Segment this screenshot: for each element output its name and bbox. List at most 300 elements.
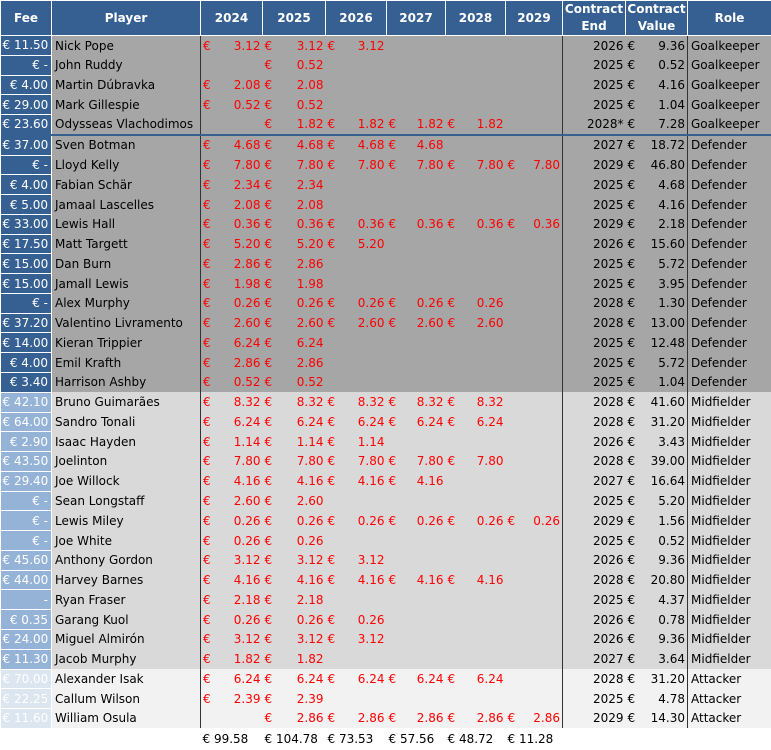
contract-value-cell[interactable]: [626, 214, 688, 234]
header-year-2029[interactable]: 2029: [506, 1, 563, 36]
fee-cell[interactable]: € -: [1, 511, 52, 531]
year-2024-cell[interactable]: [201, 195, 263, 215]
contract-end-cell[interactable]: 2025: [563, 531, 626, 551]
year-2027-cell[interactable]: [387, 135, 446, 155]
year-2027-cell[interactable]: [387, 531, 446, 551]
player-name-cell[interactable]: Lewis Hall: [52, 214, 201, 234]
role-cell[interactable]: Midfielder: [688, 471, 771, 491]
year-2029-cell[interactable]: [506, 293, 563, 313]
fee-cell[interactable]: € 23.60: [1, 115, 52, 135]
contract-value-cell[interactable]: [626, 709, 688, 729]
header-fee[interactable]: Fee: [1, 1, 52, 36]
year-2027-cell[interactable]: [387, 629, 446, 649]
year-2025-cell[interactable]: [263, 412, 326, 432]
contract-end-cell[interactable]: 2029: [563, 709, 626, 729]
fee-cell[interactable]: € 4.00: [1, 175, 52, 195]
role-cell[interactable]: Midfielder: [688, 550, 771, 570]
role-cell[interactable]: Attacker: [688, 709, 771, 729]
fee-cell[interactable]: € 4.00: [1, 353, 52, 373]
contract-value-cell[interactable]: [626, 135, 688, 155]
year-2028-cell[interactable]: [446, 511, 506, 531]
year-2024-cell[interactable]: [201, 55, 263, 75]
contract-value-cell[interactable]: [626, 333, 688, 353]
year-2024-cell[interactable]: [201, 313, 263, 333]
contract-end-cell[interactable]: 2026: [563, 432, 626, 452]
contract-end-cell[interactable]: 2028: [563, 669, 626, 689]
contract-value-cell[interactable]: [626, 629, 688, 649]
fee-cell[interactable]: € 0.35: [1, 610, 52, 630]
year-2025-cell[interactable]: [263, 649, 326, 669]
year-2024-cell[interactable]: [201, 254, 263, 274]
year-2026-cell[interactable]: [326, 36, 387, 56]
year-2024-cell[interactable]: [201, 590, 263, 610]
contract-value-cell[interactable]: [626, 254, 688, 274]
year-2028-cell[interactable]: [446, 491, 506, 511]
year-2028-cell[interactable]: [446, 55, 506, 75]
header-contract-end[interactable]: Contract End: [563, 1, 626, 36]
player-name-cell[interactable]: Isaac Hayden: [52, 432, 201, 452]
year-2026-cell[interactable]: [326, 155, 387, 175]
header-year-2024[interactable]: 2024: [201, 1, 263, 36]
year-2028-cell[interactable]: [446, 669, 506, 689]
player-name-cell[interactable]: Jacob Murphy: [52, 649, 201, 669]
year-2027-cell[interactable]: [387, 491, 446, 511]
header-year-2027[interactable]: 2027: [387, 1, 446, 36]
year-2025-cell[interactable]: [263, 392, 326, 412]
fee-cell[interactable]: € 37.20: [1, 313, 52, 333]
year-2027-cell[interactable]: [387, 36, 446, 56]
year-2025-cell[interactable]: [263, 629, 326, 649]
year-2028-cell[interactable]: [446, 689, 506, 709]
fee-cell[interactable]: € -: [1, 531, 52, 551]
fee-cell[interactable]: € -: [1, 293, 52, 313]
year-2026-cell[interactable]: [326, 175, 387, 195]
year-2024-cell[interactable]: [201, 570, 263, 590]
player-name-cell[interactable]: Jamall Lewis: [52, 274, 201, 294]
header-year-2026[interactable]: 2026: [326, 1, 387, 36]
player-name-cell[interactable]: Anthony Gordon: [52, 550, 201, 570]
year-2027-cell[interactable]: [387, 254, 446, 274]
role-cell[interactable]: Goalkeeper: [688, 115, 771, 135]
contract-value-cell[interactable]: [626, 511, 688, 531]
year-2027-cell[interactable]: [387, 195, 446, 215]
year-2029-cell[interactable]: [506, 55, 563, 75]
year-2029-cell[interactable]: [506, 353, 563, 373]
year-2024-cell[interactable]: [201, 333, 263, 353]
year-2028-cell[interactable]: [446, 214, 506, 234]
year-2027-cell[interactable]: [387, 590, 446, 610]
year-2025-cell[interactable]: [263, 333, 326, 353]
year-2029-cell[interactable]: [506, 629, 563, 649]
year-2025-cell[interactable]: [263, 511, 326, 531]
player-name-cell[interactable]: Garang Kuol: [52, 610, 201, 630]
year-2024-cell[interactable]: [201, 373, 263, 393]
contract-end-cell[interactable]: 2026: [563, 629, 626, 649]
year-2025-cell[interactable]: [263, 115, 326, 135]
fee-cell[interactable]: € 70.00: [1, 669, 52, 689]
player-name-cell[interactable]: William Osula: [52, 709, 201, 729]
contract-value-cell[interactable]: [626, 689, 688, 709]
year-2029-cell[interactable]: [506, 412, 563, 432]
contract-value-cell[interactable]: [626, 550, 688, 570]
player-name-cell[interactable]: Valentino Livramento: [52, 313, 201, 333]
year-2029-cell[interactable]: [506, 75, 563, 95]
fee-cell[interactable]: € 5.00: [1, 195, 52, 215]
contract-end-cell[interactable]: 2025: [563, 353, 626, 373]
role-cell[interactable]: Defender: [688, 254, 771, 274]
fee-cell[interactable]: € 15.00: [1, 274, 52, 294]
year-2027-cell[interactable]: [387, 234, 446, 254]
year-2027-cell[interactable]: [387, 392, 446, 412]
year-2024-cell[interactable]: [201, 155, 263, 175]
player-name-cell[interactable]: Matt Targett: [52, 234, 201, 254]
year-2026-cell[interactable]: [326, 392, 387, 412]
contract-value-cell[interactable]: [626, 175, 688, 195]
contract-end-cell[interactable]: 2027: [563, 471, 626, 491]
player-name-cell[interactable]: Dan Burn: [52, 254, 201, 274]
year-2025-cell[interactable]: [263, 55, 326, 75]
year-2025-cell[interactable]: [263, 135, 326, 155]
year-2026-cell[interactable]: [326, 353, 387, 373]
year-2027-cell[interactable]: [387, 610, 446, 630]
year-2026-cell[interactable]: [326, 313, 387, 333]
year-2029-cell[interactable]: [506, 590, 563, 610]
year-2029-cell[interactable]: [506, 432, 563, 452]
role-cell[interactable]: Defender: [688, 214, 771, 234]
year-2028-cell[interactable]: [446, 195, 506, 215]
year-2027-cell[interactable]: [387, 570, 446, 590]
player-name-cell[interactable]: Harvey Barnes: [52, 570, 201, 590]
role-cell[interactable]: Attacker: [688, 689, 771, 709]
year-2029-cell[interactable]: [506, 214, 563, 234]
year-2024-cell[interactable]: [201, 669, 263, 689]
fee-cell[interactable]: € 2.90: [1, 432, 52, 452]
contract-end-cell[interactable]: 2025: [563, 590, 626, 610]
contract-end-cell[interactable]: 2028: [563, 313, 626, 333]
year-2028-cell[interactable]: [446, 432, 506, 452]
year-2028-cell[interactable]: [446, 254, 506, 274]
year-2029-cell[interactable]: [506, 95, 563, 115]
role-cell[interactable]: Defender: [688, 135, 771, 155]
role-cell[interactable]: Midfielder: [688, 649, 771, 669]
year-2026-cell[interactable]: [326, 511, 387, 531]
contract-value-cell[interactable]: [626, 75, 688, 95]
year-2028-cell[interactable]: [446, 649, 506, 669]
contract-value-cell[interactable]: [626, 531, 688, 551]
year-2025-cell[interactable]: [263, 175, 326, 195]
year-2029-cell[interactable]: [506, 570, 563, 590]
year-2029-cell[interactable]: [506, 471, 563, 491]
year-2026-cell[interactable]: [326, 531, 387, 551]
contract-end-cell[interactable]: 2025: [563, 491, 626, 511]
year-2026-cell[interactable]: [326, 373, 387, 393]
year-2026-cell[interactable]: [326, 293, 387, 313]
year-2025-cell[interactable]: [263, 590, 326, 610]
year-2024-cell[interactable]: [201, 452, 263, 472]
contract-value-cell[interactable]: [626, 570, 688, 590]
role-cell[interactable]: Defender: [688, 155, 771, 175]
contract-end-cell[interactable]: 2025: [563, 195, 626, 215]
contract-value-cell[interactable]: [626, 432, 688, 452]
contract-end-cell[interactable]: 2025: [563, 373, 626, 393]
year-2029-cell[interactable]: [506, 234, 563, 254]
year-2024-cell[interactable]: [201, 75, 263, 95]
year-2025-cell[interactable]: [263, 373, 326, 393]
contract-end-cell[interactable]: 2028: [563, 293, 626, 313]
year-2028-cell[interactable]: [446, 353, 506, 373]
year-2026-cell[interactable]: [326, 254, 387, 274]
contract-value-cell[interactable]: [626, 353, 688, 373]
year-2026-cell[interactable]: [326, 95, 387, 115]
year-2029-cell[interactable]: [506, 511, 563, 531]
year-2026-cell[interactable]: [326, 333, 387, 353]
fee-cell[interactable]: € 43.50: [1, 452, 52, 472]
player-name-cell[interactable]: Bruno Guimarães: [52, 392, 201, 412]
role-cell[interactable]: Midfielder: [688, 392, 771, 412]
year-2026-cell[interactable]: [326, 570, 387, 590]
contract-end-cell[interactable]: 2029: [563, 214, 626, 234]
year-2029-cell[interactable]: [506, 392, 563, 412]
year-2026-cell[interactable]: [326, 669, 387, 689]
role-cell[interactable]: Midfielder: [688, 412, 771, 432]
year-2027-cell[interactable]: [387, 214, 446, 234]
year-2029-cell[interactable]: [506, 135, 563, 155]
year-2024-cell[interactable]: [201, 531, 263, 551]
contract-value-cell[interactable]: [626, 590, 688, 610]
player-name-cell[interactable]: Joe White: [52, 531, 201, 551]
role-cell[interactable]: Midfielder: [688, 570, 771, 590]
contract-value-cell[interactable]: [626, 95, 688, 115]
year-2026-cell[interactable]: [326, 75, 387, 95]
player-name-cell[interactable]: Sven Botman: [52, 135, 201, 155]
fee-cell[interactable]: € -: [1, 55, 52, 75]
year-2027-cell[interactable]: [387, 274, 446, 294]
year-2028-cell[interactable]: [446, 629, 506, 649]
year-2024-cell[interactable]: [201, 392, 263, 412]
year-2027-cell[interactable]: [387, 313, 446, 333]
year-2026-cell[interactable]: [326, 649, 387, 669]
year-2028-cell[interactable]: [446, 531, 506, 551]
role-cell[interactable]: Midfielder: [688, 531, 771, 551]
year-2027-cell[interactable]: [387, 709, 446, 729]
year-2027-cell[interactable]: [387, 333, 446, 353]
fee-cell[interactable]: € 44.00: [1, 570, 52, 590]
fee-cell[interactable]: € 33.00: [1, 214, 52, 234]
year-2027-cell[interactable]: [387, 55, 446, 75]
player-name-cell[interactable]: Joelinton: [52, 452, 201, 472]
role-cell[interactable]: Goalkeeper: [688, 75, 771, 95]
contract-end-cell[interactable]: 2028: [563, 452, 626, 472]
role-cell[interactable]: Midfielder: [688, 590, 771, 610]
contract-end-cell[interactable]: 2029: [563, 155, 626, 175]
year-2024-cell[interactable]: [201, 511, 263, 531]
year-2025-cell[interactable]: [263, 531, 326, 551]
year-2029-cell[interactable]: [506, 155, 563, 175]
contract-value-cell[interactable]: [626, 234, 688, 254]
fee-cell[interactable]: € 3.40: [1, 373, 52, 393]
contract-value-cell[interactable]: [626, 155, 688, 175]
year-2026-cell[interactable]: [326, 610, 387, 630]
role-cell[interactable]: Midfielder: [688, 452, 771, 472]
role-cell[interactable]: Defender: [688, 353, 771, 373]
contract-value-cell[interactable]: [626, 274, 688, 294]
year-2027-cell[interactable]: [387, 550, 446, 570]
year-2025-cell[interactable]: [263, 254, 326, 274]
year-2028-cell[interactable]: [446, 610, 506, 630]
year-2025-cell[interactable]: [263, 234, 326, 254]
year-2024-cell[interactable]: [201, 115, 263, 135]
year-2029-cell[interactable]: [506, 115, 563, 135]
fee-cell[interactable]: € 11.30: [1, 649, 52, 669]
role-cell[interactable]: Midfielder: [688, 432, 771, 452]
year-2024-cell[interactable]: [201, 234, 263, 254]
year-2024-cell[interactable]: [201, 491, 263, 511]
year-2025-cell[interactable]: [263, 36, 326, 56]
contract-end-cell[interactable]: 2026: [563, 234, 626, 254]
contract-value-cell[interactable]: [626, 649, 688, 669]
player-name-cell[interactable]: Alex Murphy: [52, 293, 201, 313]
year-2029-cell[interactable]: [506, 491, 563, 511]
year-2024-cell[interactable]: [201, 550, 263, 570]
year-2028-cell[interactable]: [446, 135, 506, 155]
year-2026-cell[interactable]: [326, 214, 387, 234]
player-name-cell[interactable]: Joe Willock: [52, 471, 201, 491]
year-2025-cell[interactable]: [263, 491, 326, 511]
year-2026-cell[interactable]: [326, 550, 387, 570]
contract-end-cell[interactable]: 2026: [563, 550, 626, 570]
player-name-cell[interactable]: Martin Dúbravka: [52, 75, 201, 95]
year-2027-cell[interactable]: [387, 689, 446, 709]
year-2026-cell[interactable]: [326, 432, 387, 452]
year-2024-cell[interactable]: [201, 649, 263, 669]
year-2025-cell[interactable]: [263, 155, 326, 175]
year-2027-cell[interactable]: [387, 649, 446, 669]
fee-cell[interactable]: € 22.25: [1, 689, 52, 709]
year-2026-cell[interactable]: [326, 234, 387, 254]
role-cell[interactable]: Midfielder: [688, 629, 771, 649]
contract-value-cell[interactable]: [626, 669, 688, 689]
year-2026-cell[interactable]: [326, 491, 387, 511]
role-cell[interactable]: Attacker: [688, 669, 771, 689]
year-2028-cell[interactable]: [446, 175, 506, 195]
fee-cell[interactable]: € 29.40: [1, 471, 52, 491]
contract-value-cell[interactable]: [626, 373, 688, 393]
contract-end-cell[interactable]: 2029: [563, 511, 626, 531]
year-2025-cell[interactable]: [263, 452, 326, 472]
year-2025-cell[interactable]: [263, 95, 326, 115]
total-2029-cell[interactable]: € 11.28: [506, 728, 563, 749]
contract-end-cell[interactable]: 2025: [563, 75, 626, 95]
role-cell[interactable]: Defender: [688, 313, 771, 333]
player-name-cell[interactable]: Kieran Trippier: [52, 333, 201, 353]
year-2027-cell[interactable]: [387, 471, 446, 491]
total-2024-cell[interactable]: € 99.58: [201, 728, 263, 749]
player-name-cell[interactable]: Fabian Schär: [52, 175, 201, 195]
contract-value-cell[interactable]: [626, 293, 688, 313]
year-2029-cell[interactable]: [506, 610, 563, 630]
year-2024-cell[interactable]: [201, 432, 263, 452]
player-name-cell[interactable]: Harrison Ashby: [52, 373, 201, 393]
year-2029-cell[interactable]: [506, 669, 563, 689]
role-cell[interactable]: Defender: [688, 175, 771, 195]
year-2027-cell[interactable]: [387, 95, 446, 115]
year-2029-cell[interactable]: [506, 36, 563, 56]
player-name-cell[interactable]: Lloyd Kelly: [52, 155, 201, 175]
total-2027-cell[interactable]: € 57.56: [387, 728, 446, 749]
year-2028-cell[interactable]: [446, 709, 506, 729]
year-2026-cell[interactable]: [326, 55, 387, 75]
fee-cell[interactable]: € 4.00: [1, 75, 52, 95]
year-2027-cell[interactable]: [387, 669, 446, 689]
year-2029-cell[interactable]: [506, 195, 563, 215]
year-2027-cell[interactable]: [387, 115, 446, 135]
fee-cell[interactable]: € 45.60: [1, 550, 52, 570]
year-2028-cell[interactable]: [446, 155, 506, 175]
year-2029-cell[interactable]: [506, 313, 563, 333]
year-2028-cell[interactable]: [446, 115, 506, 135]
year-2026-cell[interactable]: [326, 274, 387, 294]
year-2028-cell[interactable]: [446, 75, 506, 95]
year-2028-cell[interactable]: [446, 412, 506, 432]
header-contract-value[interactable]: Contract Value: [626, 1, 688, 36]
year-2025-cell[interactable]: [263, 214, 326, 234]
year-2029-cell[interactable]: [506, 274, 563, 294]
year-2024-cell[interactable]: [201, 135, 263, 155]
fee-cell[interactable]: € 64.00: [1, 412, 52, 432]
year-2027-cell[interactable]: [387, 412, 446, 432]
contract-end-cell[interactable]: 2025: [563, 254, 626, 274]
year-2026-cell[interactable]: [326, 709, 387, 729]
contract-end-cell[interactable]: 2025: [563, 333, 626, 353]
year-2028-cell[interactable]: [446, 333, 506, 353]
year-2029-cell[interactable]: [506, 550, 563, 570]
role-cell[interactable]: Midfielder: [688, 491, 771, 511]
header-player[interactable]: Player: [52, 1, 201, 36]
year-2026-cell[interactable]: [326, 452, 387, 472]
year-2027-cell[interactable]: [387, 511, 446, 531]
player-name-cell[interactable]: Sean Longstaff: [52, 491, 201, 511]
year-2025-cell[interactable]: [263, 550, 326, 570]
year-2025-cell[interactable]: [263, 313, 326, 333]
year-2026-cell[interactable]: [326, 471, 387, 491]
fee-cell[interactable]: € 11.50: [1, 36, 52, 56]
year-2028-cell[interactable]: [446, 550, 506, 570]
role-cell[interactable]: Defender: [688, 333, 771, 353]
year-2027-cell[interactable]: [387, 452, 446, 472]
contract-value-cell[interactable]: [626, 610, 688, 630]
year-2028-cell[interactable]: [446, 373, 506, 393]
fee-cell[interactable]: € 29.00: [1, 95, 52, 115]
year-2029-cell[interactable]: [506, 254, 563, 274]
contract-end-cell[interactable]: 2025: [563, 95, 626, 115]
year-2029-cell[interactable]: [506, 373, 563, 393]
year-2027-cell[interactable]: [387, 353, 446, 373]
year-2029-cell[interactable]: [506, 689, 563, 709]
contract-end-cell[interactable]: 2028: [563, 570, 626, 590]
fee-cell[interactable]: € -: [1, 491, 52, 511]
year-2025-cell[interactable]: [263, 570, 326, 590]
contract-value-cell[interactable]: [626, 471, 688, 491]
total-2028-cell[interactable]: € 48.72: [446, 728, 506, 749]
role-cell[interactable]: Defender: [688, 373, 771, 393]
contract-value-cell[interactable]: [626, 55, 688, 75]
fee-cell[interactable]: € 17.50: [1, 234, 52, 254]
player-name-cell[interactable]: Nick Pope: [52, 36, 201, 56]
role-cell[interactable]: Goalkeeper: [688, 55, 771, 75]
fee-cell[interactable]: € 11.60: [1, 709, 52, 729]
year-2025-cell[interactable]: [263, 274, 326, 294]
contract-end-cell[interactable]: 2025: [563, 274, 626, 294]
